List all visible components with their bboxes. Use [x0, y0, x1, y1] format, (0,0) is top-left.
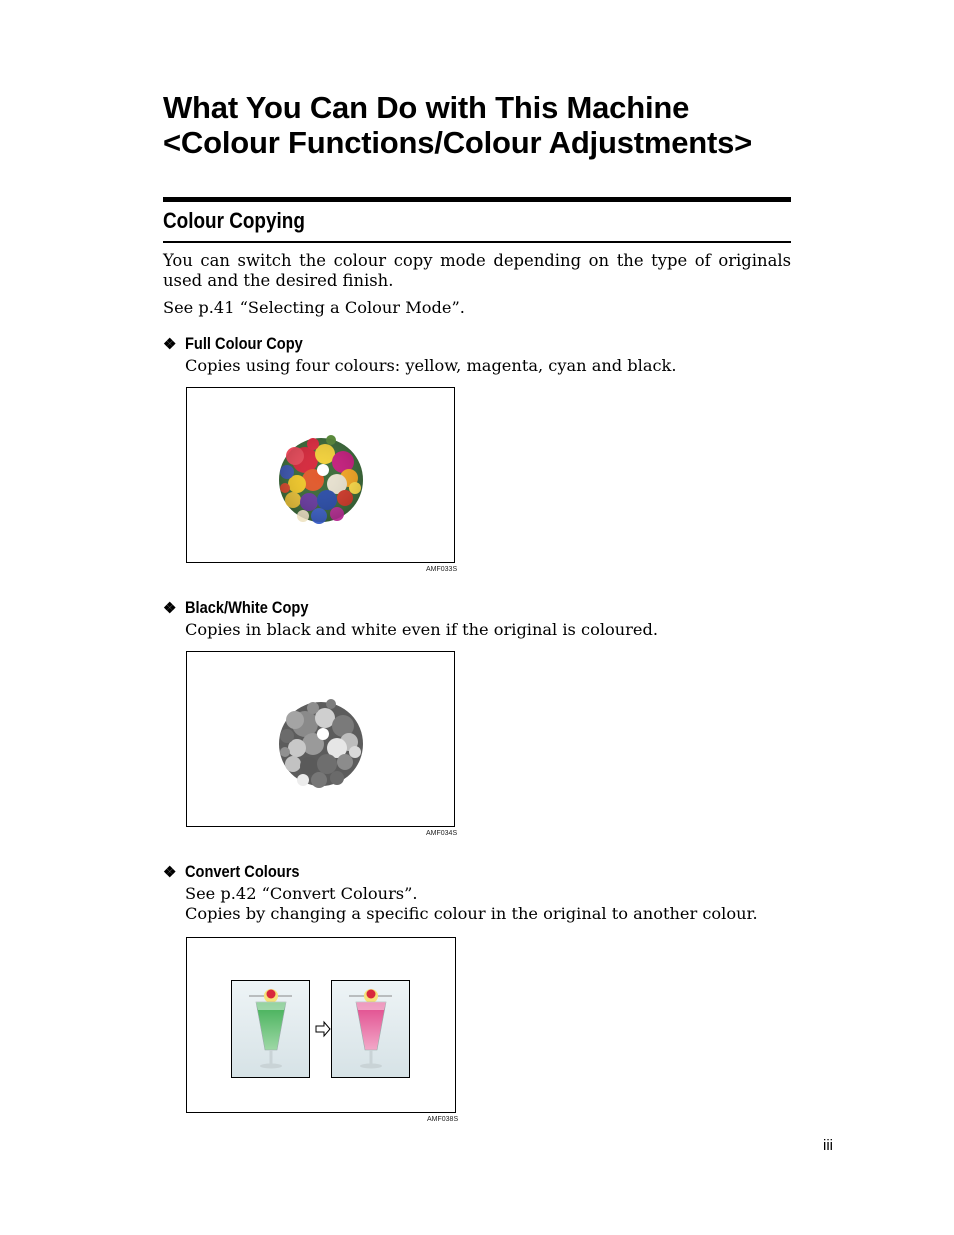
section-title: Colour Copying — [163, 208, 305, 233]
black-white-copy-heading — [163, 596, 329, 620]
full-colour-figure — [186, 387, 455, 563]
figure-code-amf034s: AMF034S — [426, 830, 458, 837]
convert-colours-figure — [186, 937, 456, 1113]
full-colour-copy-title: Full Colour Copy — [185, 334, 303, 353]
see-reference: See p.41 “Selecting a Colour Mode”. — [163, 298, 465, 317]
convert-colours-reference: See p.42 “Convert Colours”. — [185, 884, 418, 903]
page-title — [163, 90, 843, 160]
figure-code-amf033s: AMF033S — [426, 566, 458, 573]
drink-conversion-illustration — [187, 938, 455, 1112]
black-white-figure — [186, 651, 455, 827]
page-number: iii — [823, 1137, 833, 1154]
section-top-rule — [163, 197, 791, 202]
convert-colours-description: Copies by changing a specific colour in the original to another colour. — [185, 904, 758, 923]
colour-flower-bouquet-image — [187, 388, 454, 562]
black-white-copy-title: Black/White Copy — [185, 598, 309, 617]
original-drink-image — [232, 981, 310, 1078]
converted-drink-image — [332, 981, 410, 1078]
diamond-bullet-icon: ❖ — [163, 600, 177, 617]
figure-code-amf038s: AMF038S — [427, 1116, 459, 1123]
page-title-line2: <Colour Functions/Colour Adjustments> — [163, 125, 753, 160]
right-arrow-icon — [316, 1022, 330, 1036]
section-bottom-rule — [163, 241, 791, 243]
full-colour-copy-description: Copies using four colours: yellow, magenta, cyan and black. — [185, 356, 677, 375]
convert-colours-title: Convert Colours — [185, 862, 300, 881]
intro-paragraph: You can switch the colour copy mode depending on the type of originals used and the desired finish. — [163, 251, 791, 290]
greyscale-flower-bouquet-image — [187, 652, 454, 826]
full-colour-copy-heading — [163, 332, 322, 356]
diamond-bullet-icon: ❖ — [163, 864, 177, 881]
diamond-bullet-icon: ❖ — [163, 336, 177, 353]
convert-colours-heading — [163, 860, 318, 884]
page-title-line1: What You Can Do with This Machine — [163, 90, 690, 125]
black-white-copy-description: Copies in black and white even if the original is coloured. — [185, 620, 658, 639]
